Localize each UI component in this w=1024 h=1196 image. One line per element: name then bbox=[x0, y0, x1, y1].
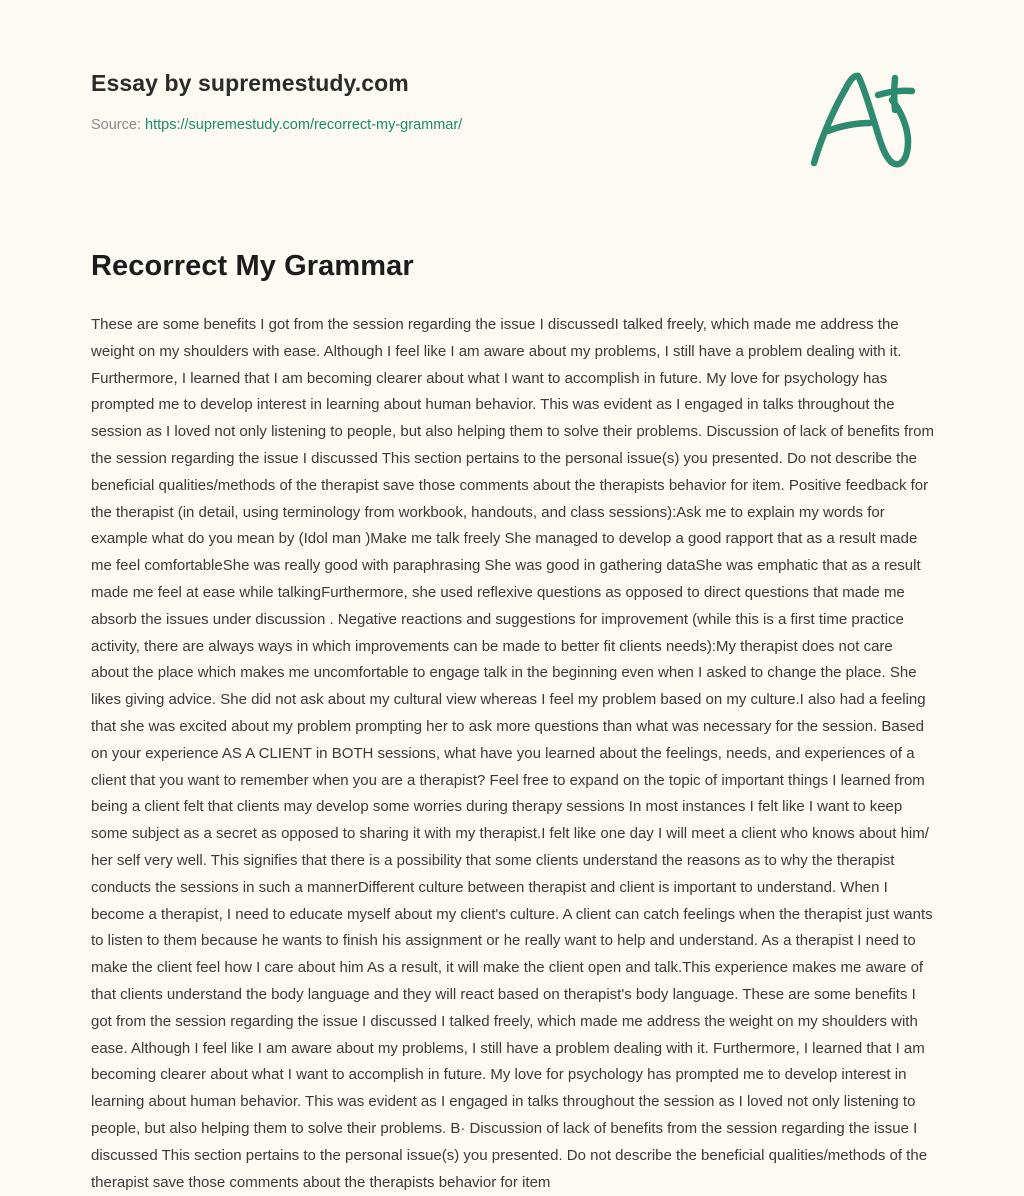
article-paragraph: These are some benefits I got from the session regarding the issue I discussedI talked freely, which made me address the weight on my shoulders with ease. Although I feel like I am aware about my problems, I still have a problem dealing with it. Furthermore, I learned that I am becoming clearer about what I want to accomplish in future. My love for psychology has prompted me to develop interest in learning about human behavior. This was evident as I engaged in talks throughout the session as I loved not only listening to people, but also helping them to solve their problems. Discussion of lack of benefits from the session regarding the issue I discussed This section pertains to the personal issue(s) you presented. Do not describe the beneficial qualities/methods of the therapist save those comments about the therapists behavior for item. Positive feedback for the therapist (in detail, using terminology from workbook, handouts, and class sessions):Ask me to explain my words for example what do you mean by (Idol man )Make me talk freely She managed to develop a good rapport that as a result made me feel comfortableShe was really good with paraphrasing She was good in gathering dataShe was emphatic that as a result made me feel at ease while talkingFurthermore, she used reflexive questions as opposed to direct questions that made me absorb the issues under discussion . Negative reactions and suggestions for improvement (while this is a first time practice activity, there are always ways in which improvements can be made to better fit clients needs):My therapist does not care about the place which makes me uncomfortable to engage talk in the beginning even when I asked to change the place. She likes giving advice. She did not ask about my cultural view whereas I feel my problem based on my culture.I also had a feeling that she was excited about my problem prompting her to ask more questions than what was necessary for the session. Based on your experience AS A CLIENT in BOTH sessions, what have you learned about the feelings, needs, and experiences of a client that you want to remember when you are a therapist? Feel free to expand on the topic of important things I learned from being a client felt that clients may develop some worries during therapy sessions In most instances I felt like I want to keep some subject as a secret as opposed to sharing it with my therapist.I felt like one day I will meet a client who knows about him/ her self very well. This signifies that there is a possibility that some clients understand the reasons as to why the therapist conducts the sessions in such a mannerDifferent culture between therapist and client is important to understand. When I become a therapist, I need to educate myself about my client's culture. A client can catch feelings when the therapist just wants to listen to them because he wants to finish his assignment or he really want to help and understand. As a therapist I need to make the client feel how I care about him As a result, it will make the client open and talk.This experience makes me aware of that clients understand the body language and they will react based on therapist's body language. These are some benefits I got from the session regarding the issue I discussed I talked freely, which made me address the weight on my shoulders with ease. Although I feel like I am aware about my problems, I still have a problem dealing with it. Furthermore, I learned that I am becoming clearer about what I want to accomplish in future. My love for psychology has prompted me to develop interest in learning about human behavior. This was evident as I engaged in talks throughout the session as I loved not only listening to people, but also helping them to solve their problems. B· Discussion of lack of benefits from the session regarding the issue I discussed This section pertains to the personal issue(s) you presented. Do not describe the beneficial qualities/methods of the therapist save those comments about the therapists behavior for item bbox=[91, 316, 934, 1191]
source-label: Source: bbox=[91, 117, 141, 133]
article-body bbox=[91, 312, 934, 1196]
source-url-link[interactable]: https://supremestudy.com/recorrect-my-grammar/ bbox=[145, 117, 463, 133]
brand-block bbox=[91, 69, 791, 135]
a-plus-logo bbox=[800, 62, 930, 182]
source-line bbox=[91, 115, 791, 135]
a-plus-logo-icon bbox=[800, 62, 930, 182]
page-title: Recorrect My Grammar bbox=[91, 250, 414, 282]
page-header bbox=[0, 0, 1024, 200]
brand-title: Essay by supremestudy.com bbox=[91, 70, 409, 96]
article bbox=[91, 248, 934, 1196]
